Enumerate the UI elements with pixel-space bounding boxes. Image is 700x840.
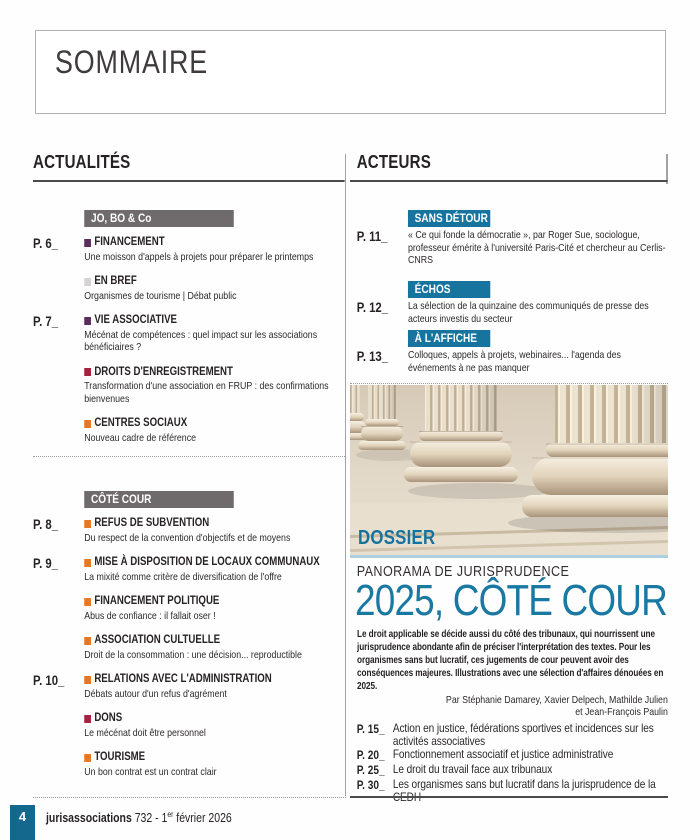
column-divider	[345, 154, 346, 796]
bullet-square-icon	[84, 598, 91, 606]
page-number: P. 20_	[356, 748, 385, 762]
page-title: SOMMAIRE	[55, 44, 209, 80]
acteurs-column	[350, 152, 668, 374]
dossier-kicker: PANORAMA DE JURISPRUDENCE	[356, 563, 570, 580]
entry-title: FINANCEMENT	[94, 236, 165, 248]
dossier-label: DOSSIER	[358, 527, 436, 549]
issue-info: 732 - 1	[131, 811, 168, 826]
entry-subtitle: Nouveau cadre de référence	[84, 431, 197, 444]
entry-subtitle: Le mécénat doit être personnel	[84, 726, 206, 739]
footer-line	[46, 810, 267, 825]
rubric-banner-cote-cour: CÔTÉ COUR	[84, 491, 234, 508]
page-number	[33, 366, 84, 406]
bullet-square-icon	[84, 715, 91, 723]
brand-name: jurisassociations	[46, 811, 132, 826]
entry-text: Action en justice, fédérations sportives et incidences sur les activités associatives	[392, 721, 654, 748]
actualites-column	[33, 152, 345, 456]
entry-title: DROITS D'ENREGISTREMENT	[94, 365, 233, 378]
dossier-byline	[350, 695, 668, 718]
toc-entry	[33, 314, 345, 354]
bullet-square-icon	[84, 676, 91, 684]
toc-entry	[33, 556, 345, 583]
entry-title: CENTRES SOCIAUX	[94, 417, 188, 429]
entry-title: REFUS DE SUBVENTION	[94, 517, 210, 529]
page-number	[33, 634, 84, 661]
entry-subtitle: Organismes de tourisme | Débat public	[84, 289, 237, 302]
toc-entry	[350, 748, 668, 762]
page-number: P. 7_	[33, 314, 59, 329]
toc-entry	[33, 366, 345, 406]
page-number: P. 12_	[356, 300, 389, 315]
bullet-square-icon	[84, 420, 91, 428]
page-number: P. 10_	[33, 673, 65, 688]
page-number	[33, 595, 84, 622]
entry-subtitle: Transformation d'une association en FRUP : des confirmations bienvenues	[84, 380, 329, 405]
entry-subtitle: La mixité comme critère de diversification de l'offre	[84, 570, 282, 583]
entry-text: Colloques, appels à projets, webinaires... l'agenda des événements à ne pas manquer	[407, 349, 621, 374]
rubric-banner-echos: ÉCHOS	[408, 281, 490, 298]
entry-title: TOURISME	[94, 751, 146, 763]
entry-title: ASSOCIATION CULTUELLE	[94, 634, 221, 646]
entry-title: VIE ASSOCIATIVE	[94, 314, 177, 326]
toc-entry	[350, 300, 668, 330]
toc-entry	[33, 673, 345, 700]
toc-entry	[350, 229, 668, 281]
page-number: P. 8_	[33, 517, 59, 532]
bullet-square-icon	[84, 317, 91, 325]
dossier-toc	[350, 722, 668, 803]
page-number: P. 11_	[356, 229, 388, 244]
page-number	[33, 417, 84, 444]
entry-subtitle: Une moisson d'appels à projets pour préparer le printemps	[84, 250, 314, 263]
toc-entry	[33, 517, 345, 544]
toc-entry	[33, 634, 345, 661]
section-header-acteurs: ACTEURS	[356, 152, 431, 172]
toc-entry	[33, 275, 345, 302]
toc-entry	[33, 712, 345, 739]
dotted-separator	[33, 797, 346, 798]
header-rule	[33, 180, 345, 182]
toc-entry	[350, 722, 668, 747]
dossier-intro: Le droit applicable se décide aussi du côté des tribunaux, qui nourrissent une jurisprudence abondante afin de préciser l'interprétation des textes. Pour les organismes sans but lucratif, ces jugements de cour peuvent avoir des conséquences majeures. Illustrations avec une sélection d'affaires dénouées en 2025.	[357, 628, 664, 692]
entry-text: Le droit du travail face aux tribunaux	[392, 762, 553, 776]
bullet-square-icon	[84, 754, 91, 762]
bullet-square-icon	[84, 368, 91, 376]
entry-subtitle: Abus de confiance : il fallait oser !	[84, 609, 216, 622]
page-number	[33, 712, 84, 739]
entry-title: EN BREF	[94, 275, 137, 287]
bullet-square-icon	[84, 637, 91, 645]
entry-subtitle: Débats autour d'un refus d'agrément	[84, 687, 227, 700]
header-rule	[350, 180, 668, 182]
issue-superscript: er	[167, 810, 174, 819]
entry-text: Fonctionnement associatif et justice administrative	[392, 747, 614, 761]
toc-entry	[33, 751, 345, 778]
page-number: P. 30_	[356, 778, 385, 792]
entry-title: FINANCEMENT POLITIQUE	[94, 595, 220, 607]
bullet-square-icon	[84, 520, 91, 528]
columns-photo	[350, 385, 668, 558]
rubric-banner-sans-detour: SANS DÉTOUR	[408, 210, 490, 227]
page-number	[33, 275, 84, 302]
page-number: P. 13_	[356, 349, 389, 364]
entry-subtitle: Mécénat de compétences : quel impact sur les associations bénéficiaires ?	[84, 328, 318, 353]
section-header-actualites: ACTUALITÉS	[33, 152, 131, 172]
page-number: P. 6_	[33, 236, 59, 251]
entry-subtitle: Un bon contrat est un contrat clair	[84, 765, 217, 778]
page-number: P. 25_	[356, 763, 385, 777]
sommaire-header-box	[35, 30, 666, 114]
rubric-banner-a-laffiche: À L'AFFICHE	[408, 330, 490, 347]
entry-title: RELATIONS AVEC L'ADMINISTRATION	[94, 673, 272, 685]
entry-subtitle: Droit de la consommation : une décision... reproductible	[84, 648, 302, 661]
entry-text: La sélection de la quinzaine des communiqués de presse des acteurs investis du secteur	[407, 300, 649, 325]
byline-line1: Par Stéphanie Damarey, Xavier Delpech, Mathilde Julien	[445, 694, 668, 706]
byline-line2: et Jean-François Paulin	[575, 705, 668, 718]
bullet-square-icon	[84, 278, 91, 286]
rubric-banner-jo-bo-co: JO, BO & Co	[84, 210, 234, 227]
page-number-badge	[10, 805, 35, 840]
cote-cour-section	[33, 491, 345, 790]
dotted-separator	[33, 456, 345, 457]
dotted-separator	[350, 383, 668, 384]
entry-text: Les organismes sans but lucratif dans la jurisprudence de la CEDH	[392, 777, 656, 804]
folio-number: 4	[18, 809, 27, 824]
dossier-block	[350, 564, 668, 804]
issue-date: février 2026	[173, 811, 232, 826]
toc-entry	[350, 763, 668, 777]
dossier-title: 2025, CÔTÉ COUR	[355, 576, 667, 625]
toc-entry	[350, 349, 668, 374]
toc-entry	[33, 417, 345, 444]
bullet-square-icon	[84, 239, 91, 247]
page-number	[33, 751, 84, 778]
bottom-rule	[350, 796, 668, 798]
toc-entry	[33, 236, 345, 263]
page-number: P. 9_	[33, 556, 59, 571]
bullet-square-icon	[84, 559, 91, 567]
toc-entry	[33, 595, 345, 622]
page-number: P. 15_	[356, 722, 385, 736]
entry-title: DONS	[94, 712, 123, 724]
entry-subtitle: Du respect de la convention d'objectifs et de moyens	[84, 531, 291, 544]
toc-entry	[350, 778, 668, 803]
entry-title: MISE À DISPOSITION DE LOCAUX COMMUNAUX	[94, 556, 320, 568]
entry-text: « Ce qui fonde la démocratie », par Roger Sue, sociologue, professeur émérite à l'université Paris-Cité et chercheur au Cerlis-CNRS	[407, 229, 666, 266]
